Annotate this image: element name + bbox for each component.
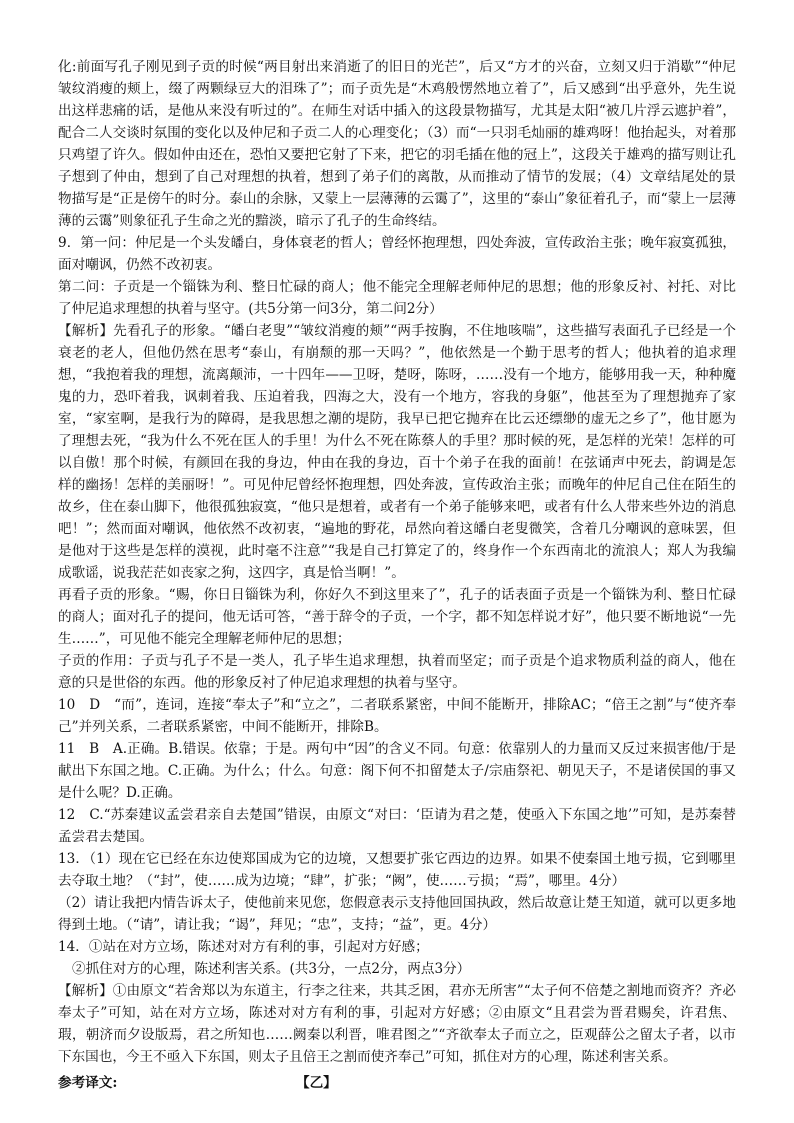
section-yi-label: 【乙】 [296, 1075, 337, 1091]
document-page [58, 56, 736, 1094]
answer-10: 10 D “而”，连词，连接“奉太子”和“立之”，二者联系紧密，中间不能断开，排除AC；“倍王之割”与“使齐奉己”并列关系，二者联系紧密，中间不能断开，排除B。 [58, 697, 736, 735]
answer-9-q1: 9．第一问：仲尼是一个头发皤白，身体衰老的哲人；曾经怀抱理想，四处奔波，宣传政治主张；晚年寂寞孤独，面对嘲讽，仍然不改初衷。 [58, 235, 736, 273]
analysis-14: 【解析】①由原文“若舍郑以为东道主，行李之往来，共其乏困，君亦无所害”“太子何不倍楚之割地而资齐？齐必奉太子”可知，站在对方立场，陈述对对方有利的事，引起对方好感；②由原文“且君尝为晋君赐矣，许君焦、瑕，朝济而夕设版焉，君之所知也……阙秦以利晋，唯君图之”“齐欲奉太子而立之，臣观薛公之留太子者，以市下东国也，今王不亟入下东国，则太子且倍王之割而使齐奉己”可知，抓住对方的心理，陈述利害关系。 [58, 983, 736, 1065]
analysis-confucius: 【解析】先看孔子的形象。“皤白老叟”“皱纹消瘦的颊”“两手按胸，不住地咳喘”，这些描写表面孔子已经是一个衰老的老人，但他仍然在思考“泰山，有崩颓的那一天吗？”，他依然是一个勤于思考的哲人；他执着的追求理想，“我抱着我的理想，流离颠沛，一十四年——卫呀，楚呀，陈呀，……没有一个地方，能够用我一天，种种魔鬼的力，恐吓着我，讽刺着我、压迫着我，四海之大，没有一个地方，容我的身躯”，他甚至为了理想抛弃了家室，“家室啊，是我行为的障碍，是我思想之潮的堤防，我早已把它抛弃在比云还缥缈的虚无之乡了”，他甘愿为了理想去死，“我为什么不死在匡人的手里！为什么不死在陈蔡人的手里？那时候的死，是怎样的光荣！怎样的可以自傲！那个时候，有颜回在我的身边，仲由在我的身边，百十个弟子在我的面前！在弦诵声中死去，韵调是怎样的幽扬！怎样的美丽呀！”。可见仲尼曾经怀抱理想，四处奔波，宣传政治主张；而晚年的仲尼自己住在陌生的故乡，住在泰山脚下，他很孤独寂寞，“他只是想着，或者有一个弟子能够来吧，或者有什么人带来些外边的消息吧！”；然而面对嘲讽，他依然不改初衷，“遍地的野花，昂然向着这皤白老叟微笑，含着几分嘲讽的意味罢，但是他对于这些是怎样的漠视，此时毫不注意”“我是自己打算定了的，终身作一个东西南北的流浪人；郑人为我编成歌谣，说我茫茫如丧家之狗，这四字，真是恰当啊！”。 [58, 323, 736, 581]
answer-14-2: ②抓住对方的心理，陈述利害关系。(共3分，一点2分，两点3分） [72, 961, 471, 977]
answer-11: 11 B A.正确。B.错误。依靠；于是。两句中“因”的含义不同。句意：依靠别人的力量而又反过来损害他/于是献出下东国之地。C.正确。为什么；什么。句意：阁下何不扣留楚太子/宗庙祭祀、朝见天子，不是诸侯国的事又是什么呢？D.正确。 [58, 741, 736, 801]
reference-translation-label: 参考译文: [58, 1075, 118, 1091]
analysis-zigong: 再看子贡的形象。“赐，你日日锱铢为利，你好久不到这里来了”，孔子的话表面子贡是一个锱铢为利、整日忙碌的商人；面对孔子的提问，他无话可答，“善于辞令的子贡，一个字，都不知怎样说才好”，他只要不断地说“一先生……”，可见他不能完全理解老师仲尼的思想； [58, 587, 736, 647]
paragraph-scenery-analysis: 化:前面写孔子刚见到子贡的时候“两目射出来消逝了的旧日的光芒”，后又“方才的兴奋，立刻又归于消歇”“仲尼皱纹消瘦的颊上，缀了两颗绿豆大的泪珠了”；而子贡先是“木鸡般愣然地立着了”，后又感到“出乎意外，先生说出这样悲痛的话，是他从来没有听过的”。在师生对话中插入的这段景物描写，尤其是太阳“被几片浮云遮护着”，配合二人交谈时氛围的变化以及仲尼和子贡二人的心理变化；（3）而“一只羽毛灿丽的雄鸡呀！他抬起头，对着那只鸡望了许久。假如仲由还在，恐怕又要把它射了下来，把它的羽毛插在他的冠上”，这段关于雄鸡的描写则让孔子想到了仲由，想到了自己对理想的执着，想到了弟子们的离散，从而推动了情节的发展；（4）文章结尾处的景物描写是“正是傍午的时分。泰山的余脉，又蒙上一层薄薄的云霭了”，这里的“泰山”象征着孔子，而“蒙上一层薄薄的云霭”则象征孔子生命之光的黯淡，暗示了孔子的生命终结。 [58, 59, 736, 229]
answer-14-1: 14．①站在对方立场，陈述对对方有利的事，引起对方好感； [58, 939, 429, 955]
zigong-function: 子贡的作用：子贡与孔子不是一类人，孔子毕生追求理想，执着而坚定；而子贡是个追求物质利益的商人，他在意的只是世俗的东西。他的形象反衬了仲尼追求理想的执着与坚守。 [58, 653, 736, 691]
answer-12: 12 C.“苏秦建议孟尝君亲自去楚国”错误，由原文“对曰：‘臣请为君之楚，使亟入下东国之地’”可知，是苏秦替孟尝君去楚国。 [58, 807, 736, 845]
answer-13-2: （2）请让我把内情告诉太子，使他前来见您，您假意表示支持他回国执政，然后故意让楚王知道，就可以更多地得到土地。（“请”，请让我；“谒”，拜见；“忠”，支持；“益”，更。4分） [58, 895, 736, 933]
reference-translation-line [58, 1072, 736, 1094]
answer-9-q2: 第二问：子贡是一个锱铢为利、整日忙碌的商人；他不能完全理解老师仲尼的思想；他的形象反衬、衬托、对比了仲尼追求理想的执着与坚守。(共5分第一问3分，第二问2分） [58, 279, 736, 317]
answer-13-1: 13．（1）现在它已经在东边使郑国成为它的边境，又想要扩张它西边的边界。如果不使秦国土地亏损，它到哪里去夺取土地？（“封”，使……成为边境；“肆”，扩张；“阙”，使……亏损；“焉”，哪里。4分） [58, 851, 736, 889]
